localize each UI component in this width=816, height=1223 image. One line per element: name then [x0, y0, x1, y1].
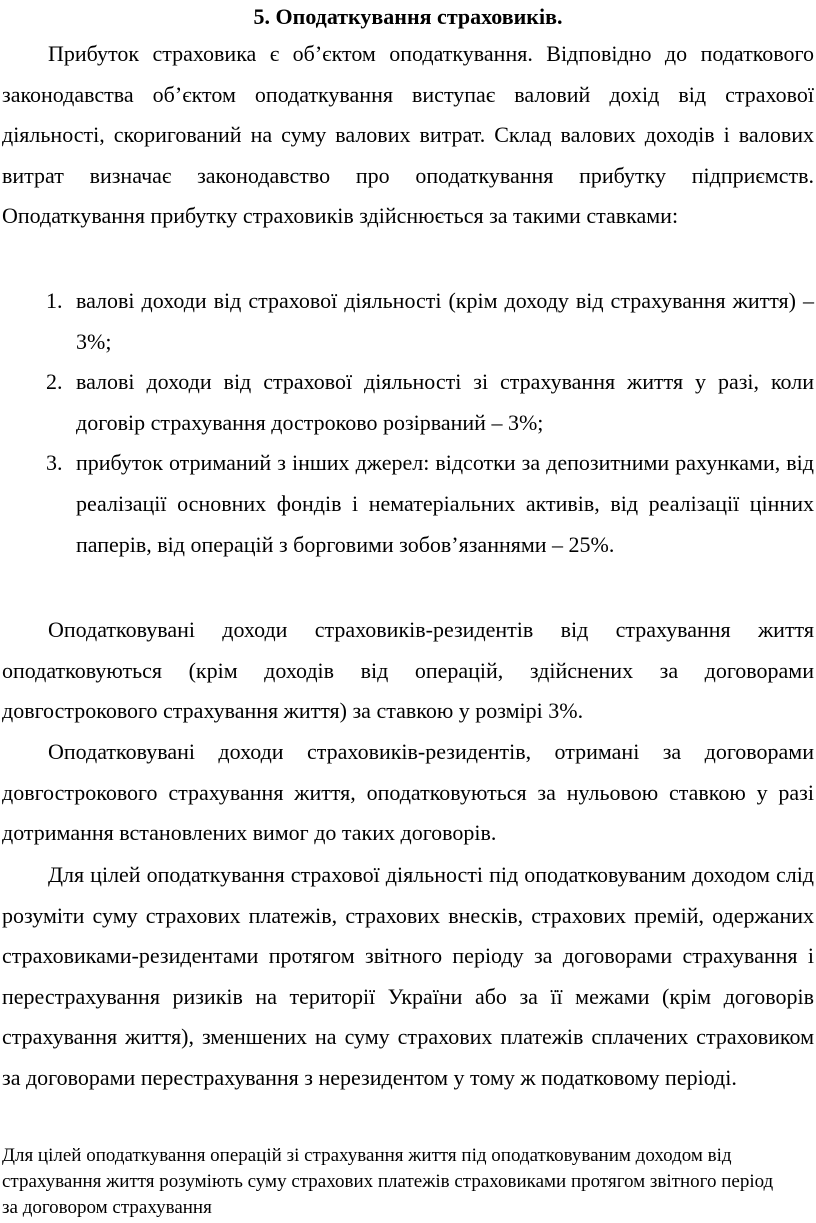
list-item-number: 3. [46, 450, 63, 476]
list-item-number: 1. [46, 288, 63, 313]
paragraph-long-term-insurance: Оподатковувані доходи страховиків-резидентів, отримані за договорами довгострокового страхування життя, оподатковуються за нульовою ставкою у разі дотримання встановлених вимог до таких договорів. [2, 739, 814, 846]
list-item-number: 2. [46, 369, 63, 395]
list-item [0, 281, 814, 362]
list-item-text: прибуток отриманий з інших джерел: відсотки за депозитними рахунками, від реалізації основних фондів і нематеріальних активів, від реалізації цінних паперів, від операцій з борговими зобов’язаннями – 25%. [76, 450, 814, 557]
note-life-insurance-income: Для цілей оподаткування операцій зі страхування життя під оподатковуваним доходом від страхування життя розуміють суму страхових платежів страховиками протягом звітного період за договором страхування [2, 1145, 774, 1218]
list-item [0, 443, 814, 565]
list-item [0, 362, 814, 443]
tax-rates-list [0, 281, 814, 565]
paragraph-taxable-income-definition: Для цілей оподаткування страхової діяльності під оподатковуваним доходом слід розуміти суму страхових платежів, страхових внесків, страхових премій, одержаних страховиками-резидентами протягом звітного періоду за договорами страхування і перестрахування ризиків на території України або за її межами (крім договорів страхування життя), зменшених на суму страхових платежів сплачених страховиком за договорами перестрахування з нерезидентом у тому ж податковому періоді. [2, 862, 814, 1090]
paragraph-taxable-profit: Прибуток страховика є об’єктом оподаткування. Відповідно до податкового законодавства об’єктом оподаткування виступає валовий дохід від страхової діяльності, скоригований на суму валових витрат. Склад валових доходів і валових витрат визначає законодавство про оподаткування прибутку підприємств. Оподаткування прибутку страховиків здійснюється за такими ставками: [2, 41, 814, 229]
list-item-text: валові доходи від страхової діяльності (крім доходу від страхування життя) – 3%; [76, 288, 814, 354]
list-item-text: валові доходи від страхової діяльності зі страхування життя у разі, коли договір страхування достроково розірваний – 3%; [76, 369, 814, 435]
paragraph-life-insurance-tax: Оподатковувані доходи страховиків-резидентів від страхування життя оподатковуються (крім доходів від операцій, здійснених за договорами довгострокового страхування життя) за ставкою у розмірі 3%. [2, 617, 814, 724]
section-heading: 5. Оподаткування страховиків. [253, 4, 563, 29]
